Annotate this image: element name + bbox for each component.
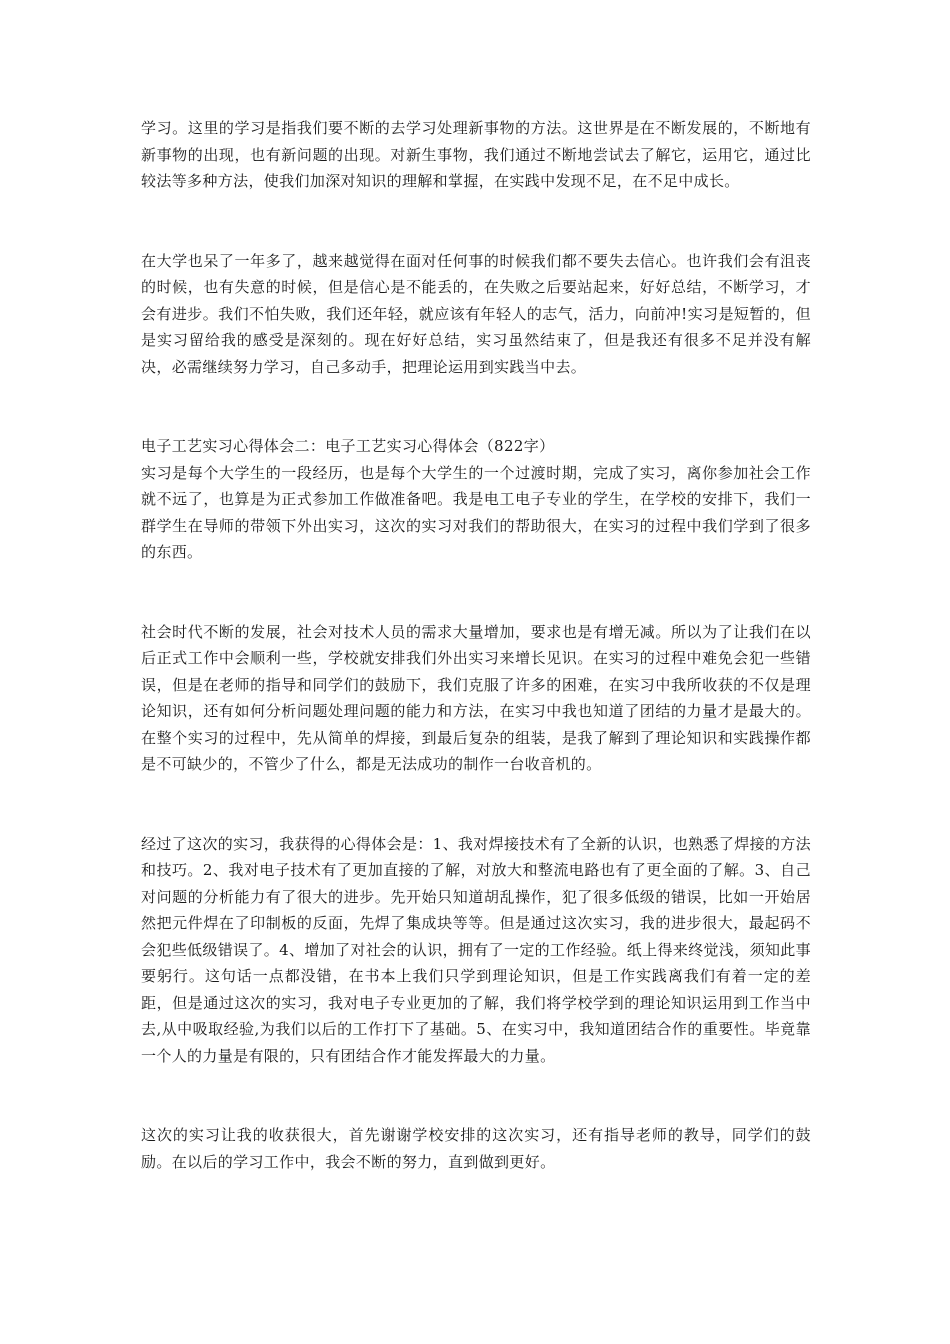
paragraph-society: 社会时代不断的发展，社会对技术人员的需求大量增加，要求也是有增无减。所以为了让我们在以后正式工作中会顺利一些，学校就安排我们外出实习来增长见识。在实习的过程中难免会犯一些错误，但是在老师的指导和同学们的鼓励下，我们克服了许多的困难，在实习中我所收获的不仅是理论知识，还有如何分析问题处理问题的能力和方法，在实习中我也知道了团结的力量才是最大的。在整个实习的过程中，先从简单的焊接，到最后复杂的组装，是我了解到了理论知识和实践操作都是不可缺少的，不管少了什么，都是无法成功的制作一台收音机的。 [141,622,811,773]
paragraph-conclusion: 这次的实习让我的收获很大，首先谢谢学校安排的这次实习，还有指导老师的教导，同学们的鼓励。在以后的学习工作中，我会不断的努力，直到做到更好。 [141,1126,811,1171]
paragraph-spacer [141,566,811,619]
section-heading: 电子工艺实习心得体会二：电子工艺实习心得体会（822字） [141,437,555,455]
document-body [141,115,811,1175]
paragraph-confidence: 在大学也呆了一年多了，越来越觉得在面对任何事的时候我们都不要失去信心。也许我们会有沮丧的时候，也有失意的时候，但是信心是不能丢的，在失败之后要站起来，好好总结，不断学习，才会有进步。我们不怕失败，我们还年轻，就应该有年轻人的志气，活力，向前冲!实习是短暂的，但是实习留给我的感受是深刻的。现在好好总结，实习虽然结束了，但是我还有很多不足并没有解决，必需继续努力学习，自己多动手，把理论运用到实践当中去。 [141,251,811,376]
paragraph-experience: 经过了这次的实习，我获得的心得体会是：1、我对焊接技术有了全新的认识，也熟悉了焊接的方法和技巧。2、我对电子技术有了更加直接的了解，对放大和整流电路也有了更全面的了解。3、自己对问题的分析能力有了很大的进步。先开始只知道胡乱操作，犯了很多低级的错误，比如一开始居然把元件焊在了印制板的反面，先焊了集成块等等。但是通过这次实习，我的进步很大，最起码不会犯些低级错误了。4、增加了对社会的认识，拥有了一定的工作经验。纸上得来终觉浅，须知此事要躬行。这句话一点都没错，在书本上我们只学到理论知识，但是工作实践离我们有着一定的差距，但是通过这次的实习，我对电子专业更加的了解，我们将学校学到的理论知识运用到工作当中去,从中吸取经验,为我们以后的工作打下了基础。5、在实习中，我知道团结合作的重要性。毕竟靠一个人的力量是有限的，只有团结合作才能发挥最大的力量。 [141,834,811,1065]
paragraph-learning: 学习。这里的学习是指我们要不断的去学习处理新事物的方法。这世界是在不断发展的，不断地有新事物的出现，也有新问题的出现。对新生事物，我们通过不断地尝试去了解它，运用它，通过比较法等多种方法，使我们加深对知识的理解和掌握，在实践中发现不足，在不足中成长。 [141,119,811,190]
paragraph-spacer [141,195,811,248]
paragraph-spacer [141,778,811,831]
paragraph-internship-intro: 实习是每个大学生的一段经历，也是每个大学生的一个过渡时期，完成了实习，离你参加社会工作就不远了，也算是为正式参加工作做准备吧。我是电工电子专业的学生，在学校的安排下，我们一群学生在导师的带领下外出实习，这次的实习对我们的帮助很大，在实习的过程中我们学到了很多的东西。 [141,463,811,561]
paragraph-spacer [141,380,811,433]
paragraph-spacer [141,1069,811,1122]
